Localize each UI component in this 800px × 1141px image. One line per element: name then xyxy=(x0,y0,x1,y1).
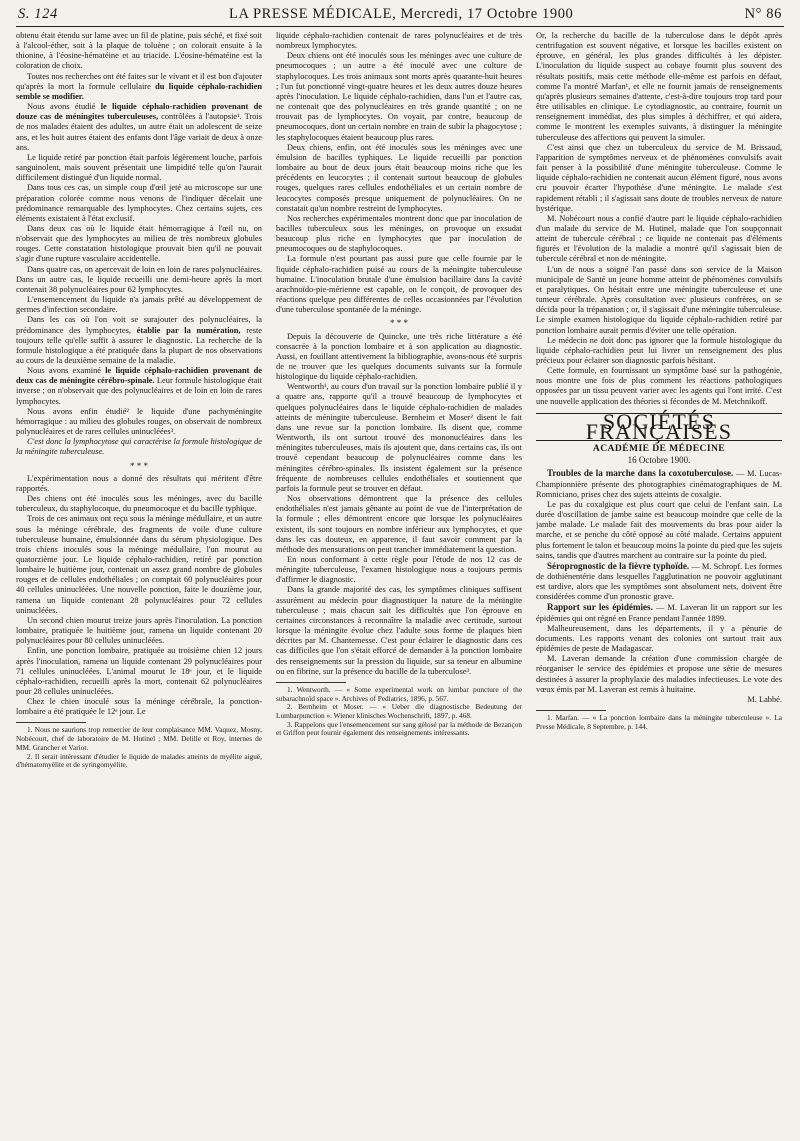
paragraph xyxy=(16,72,262,102)
paragraph: liquide céphalo-rachidien contenait de rares polynucléaires et de très nombreux lymphocytes. xyxy=(276,31,522,51)
paragraph: La formule n'est pourtant pas aussi pure que celle fournie par le liquide céphalo-rachidien puisé au cours de la méningite tuberculeuse humaine. L'inoculation brutale d'une émulsion bacillaire dans la cavité arachnoïdo-pie-mérienne est capable, on le conçoit, de provoquer des réactions quelque peu différentes de celles occasionnées par l'évolution d'une tuberculose spontanée de la méninge. xyxy=(276,254,522,315)
column-3 xyxy=(536,31,782,1139)
conclusion-paragraph: C'est donc la lymphocytose qui caractérise la formule histologique de la méningite tuberculeuse. xyxy=(16,437,262,457)
page-number: S. 124 xyxy=(18,6,58,22)
section-separator: * * * xyxy=(390,318,408,329)
footnote: 1. Nous ne saurions trop remercier de leur complaisance MM. Vaquez, Mosny, Nobécourt, chef de laboratoire de M. Hutinel ; MM. Delille et Roy, internes de MM. Grancher et Variot. xyxy=(16,725,262,752)
paragraph: L'expérimentation nous a donné des résultats qui méritent d'être rapportés. xyxy=(16,473,262,493)
paragraph: C'est ainsi que chez un tuberculeux du service de M. Brissaud, l'apparition de symptômes nerveux et de phénomènes convulsifs avait fait penser à la possibilité d'une méningite tuberculeuse. Comme le liquide céphalo-rachidien ne contenait aucun élément figuré, nous avons cru pouvoir écarter l'hypothèse d'une méningite. Le malade s'est rapidement rétabli ; il s'agissait sans doute de troubles nerveux de nature hystérique. xyxy=(536,142,782,213)
paragraph: Deux chiens, enfin, ont été inoculés sous les méninges avec une émulsion de bacilles typhiques. Le liquide recueilli par ponction lombaire au bout de deux jours était beaucoup moins riche que les précédents en leucocytes ; il contenait surtout beaucoup de globules rouges, quelques rares cellules endothéliales et un certain nombre de leucocytes composés presque uniquement de polynucléaires. On ne constatait qu'un nombre restreint de lymphocytes. xyxy=(276,142,522,213)
footnote-divider xyxy=(276,682,346,683)
running-header xyxy=(16,6,784,27)
society-heading: ACADÉMIE DE MÉDECINE xyxy=(592,443,726,455)
paragraph: Dans tous ces cas, un simple coup d'œil jeté au microscope sur une préparation colorée comme nous venons de l'indiquer décelait une prédominance remarquable des lymphocytes. Chez certains sujets, ces éléments existaient à l'état exclusif. xyxy=(16,183,262,223)
paragraph: Nos recherches expérimentales montrent donc que par inoculation de bacilles tuberculeux sous les méninges, on provoque un exsudat beaucoup plus riche en lymphocytes que par inoculation de pneumocoques ou de staphylocoques. xyxy=(276,213,522,254)
paragraph: L'ensemencement du liquide n'a jamais prêté au développement de germes d'infection secondaire. xyxy=(16,295,262,315)
paragraph: Enfin, une ponction lombaire, pratiquée au troisième chien 12 jours après l'inoculation, ramena un liquide contenant 29 polynucléaires pour 71 cellules uninucléées. L'animal mourut le 18ᵉ jour, et le liquide céphalo-rachidien, recueilli après la mort, contenait 62 polynucléaires pour 28 cellules uninucléées. xyxy=(16,646,262,696)
footnote: 2. Bernheim et Moser. — « Ueber die diagnostische Bedeutung der Lumbarpunction ». Wiener klinisches Wochenschrift, 1897, p. 468. xyxy=(276,702,522,720)
paragraph: Depuis la découverte de Quincke, une très riche littérature a été consacrée à la ponction lombaire et à son application au diagnostic. Aussi, en fouillant attentivement la bibliographie, avons-nous été surpris de ne trouver que les quelques documents suivants sur la formule histologique du liquide céphalo-rachidien. xyxy=(276,331,522,382)
section-separator: * * * xyxy=(130,460,148,471)
text: Leur formule histologique était inverse ; on n'observait que des polynucléaires et de loin en loin de rares lymphocytes. xyxy=(16,376,262,406)
bold-text: le liquide céphalo-rachidien provenant de deux cas de méningite cérébro-spinale. xyxy=(16,366,262,386)
session-date: 16 Octobre 1900. xyxy=(627,455,691,466)
columns xyxy=(16,31,784,1139)
text: Nous avons examiné xyxy=(27,366,106,376)
paragraph: Nos observations démontrent que la présence des cellules endothéliales n'est jamais gênante au point de vue de l'interprétation de la formule ; elles démontrent encore que lorsque les polynucléaires existent, ils sont toujours en nombre inférieur aux lymphocytes, et que dans les cas douteux, en apparence, il faut savoir comment par la méthode des mensurations on peut trancher immédiatement la question. xyxy=(276,494,522,554)
paragraph: Dans quatre cas, on apercevait de loin en loin de rares polynucléaires. Dans un autre cas, le liquide recueilli une demi-heure après la mort contenait 38 polynucléaires pour 62 lymphocytes. xyxy=(16,264,262,294)
footnote: 1. Marfan. — « La ponction lombaire dans la méningite tuberculeuse ». La Presse Médicale, 8 Septembre, p. 144. xyxy=(536,713,782,731)
paragraph: Dans deux cas où le liquide était hémorragique à l'œil nu, on n'observait que des lymphocytes au milieu de très nombreux globules rouges. Cette constatation histologique prouvait bien qu'il ne pouvait s'agir d'une rupture vasculaire accidentelle. xyxy=(16,223,262,264)
text: — M. Schropf. Les formes de dothiénentérie dans lesquelles l'agglutination ne pouvoir agglutinant est tardive, alors que les symptômes sont absolument nets, doivent être considérées comme d'un pronostic grave. xyxy=(536,561,782,602)
paragraph: obtenu était étendu sur lame avec un fil de platine, puis séché, et fixé soit à l'alcool-éther, soit à la plaque de toluène ; on colorait ensuite à la thionine, à l'éosine-hématéine et au triacide. L'éosine-hématéine est la coloration de choix. xyxy=(16,31,262,71)
text: — M. Laveran lit un rapport sur les épidémies qui ont régné en France pendant l'année 1899. xyxy=(536,603,782,623)
author-signature: M. Labbé. xyxy=(747,694,782,704)
paragraph: Nous avons enfin étudié² le liquide d'une pachyméningite hémorragique : au milieu des globules rouges, on observait de nombreux polynucléaires et de rares cellules uninucléées³. xyxy=(16,406,262,437)
text: Toutes nos recherches ont été faites sur le vivant et il est bon d'ajouter qu'après la mort la formule cellulaire xyxy=(16,71,262,91)
bold-text: établie par la numération, xyxy=(136,325,241,335)
footnote: 3. Rappelons que l'ensemencement sur sang gélosé par la méthode de Bezançon et Griffon peut fournir également des renseignements intéressants. xyxy=(276,719,522,738)
paragraph: Un second chien mourut treize jours après l'inoculation. La ponction lombaire, pratiquée le huitième jour, ramena un liquide contenant 20 polynucléaires pour 80 cellules uninucléées. xyxy=(16,615,262,646)
paragraph: M. Nobécourt nous a confié d'autre part le liquide céphalo-rachidien d'un malade du service de M. Hutinel, malade que l'on soupçonnait atteint de tubercule cérébral ; ce liquide ne contenait pas d'éléments figurés et l'évolution de la maladie a montré qu'il s'agissait bien de tubercule cérébral et non de méningite. xyxy=(536,213,782,264)
text: contrôlées à l'autopsie¹. Trois de nos malades étaient des adultes, un autre était un adolescent de seize ans, et les huit autres étaient des enfants dont l'âge variait de deux à onze ans. xyxy=(16,112,262,152)
paragraph: Wentworth¹, au cours d'un travail sur la ponction lombaire publié il y a quatre ans, rapporte qu'il a trouvé beaucoup de lymphocytes et quelques polynucléaires dans le liquide céphalo-rachidien de malades atteints de méningite tuberculeuse. Bernheim et Moser² disent le fait dans une revue sur la ponction lombaire. Ils disent que, comme Wentworth, ils ont surtout trouvé des mononucléaires dans les méningites tuberculeuses, mais ils ajoutent que, dans certains cas, ils ont trouvé cependant beaucoup de polynucléaires comme dans les méningites cérébro-spinales. Ils insistent également sur la présence fréquente de nombreuses cellules endothéliales et soutiennent que parfois la formule peut se trouver en défaut. xyxy=(276,382,522,493)
journal-title: LA PRESSE MÉDICALE, Mercredi, 17 Octobre 1900 xyxy=(229,6,574,22)
paragraph: Deux chiens ont été inoculés sous les méninges avec une culture de pneumocoques ; un autre a été inoculé avec une culture de staphylocoques. Les trois animaux sont morts après quarante-huit heures ; l'un fut ponctionné vingt-quatre heures et les deux autres douze heures après l'inoculation. Le liquide céphalo-rachidien, dans l'un et l'autre cas, ne contenait que des polynucléaires en très grande quantité ; on ne trouvait pas de lymphocytes. On voyait, par contre, beaucoup de pneumocoques, dont un certain nombre en train de subir la phagocytose ; les staphylocoques étaient beaucoup plus rares. xyxy=(276,51,522,142)
text: — M. Lucas-Championnière présente des photographies cinématographiques de M. Romniciano, prises chez des sujets atteints de coxalgie. xyxy=(536,469,782,499)
paragraph: Chez le chien inoculé sous la méninge cérébrale, la ponction-lombaire a été pratiquée le 12ᵉ jour. Le xyxy=(16,697,262,717)
paragraph: En nous conformant à cette règle pour l'étude de nos 12 cas de méningite tuberculeuse, l'examen histologique nous a toujours permis d'affirmer le diagnostic. xyxy=(276,554,522,585)
paragraph: M. Laveran demande la création d'une commission chargée de réorganiser le service des épidémies et propose une série de mesures destinées à assurer la prophylaxie des maladies infectieuses. Le vote des vœux émis par M. Laveran est remis à huitaine. xyxy=(536,654,782,694)
text: reste toujours telle qu'elle suffit à assurer le diagnostic. La recherche de la formule histologique a été pratiquée dans la plupart de nos observations au cours de la deuxième semaine de la maladie. xyxy=(16,325,262,365)
bold-text: du liquide céphalo-rachidien semble se modifier. xyxy=(16,81,262,101)
footnote: 1. Wentworth. — « Some experimental work on lumbar puncture of the subarachnoïd space ». Archives of Pediatrics, 1896, p. 567. xyxy=(276,684,522,703)
paragraph: Malheureusement, dans les départements, il y a pénurie de documents. Les rapports venant des colonies ont surtout trait aux épidémies de peste de Madagascar. xyxy=(536,623,782,654)
footnote-divider xyxy=(536,710,606,711)
paragraph: Le pas du coxalgique est plus court que celui de l'enfant sain. La durée d'oscillation de jambe saine est beaucoup moindre que celle de la jambe malade. Le malade fait des mouvements du bras pour aider la marche, et se penche du côté opposé au côté malade. Certains appuient plus fortement le talon et beaucoup moins la pointe du pied que les sujets sains, tandis que d'autres marchent au contraire sur la pointe du pied. xyxy=(536,499,782,560)
text: Nous avons étudié xyxy=(27,102,101,112)
report-title: Troubles de la marche dans la coxotuberculose. xyxy=(547,468,734,479)
paragraph xyxy=(16,102,262,153)
report-paragraph xyxy=(536,468,782,499)
paragraph: Des chiens ont été inoculés sous les méninges, avec du bacille tuberculeux, du staphylocoque, du pneumocoque et du bacille typhique. xyxy=(16,494,262,514)
section-banner: SOCIÉTÉS FRANÇAISES xyxy=(536,413,782,441)
paragraph xyxy=(16,315,262,366)
column-1 xyxy=(16,31,262,1139)
report-paragraph xyxy=(536,602,782,623)
paragraph: Le médecin ne doit donc pas ignorer que la formule histologique du liquide céphalo-rachidien peut lui livrer un renseignement des plus précieux pour éclairer son diagnostic parfois hésitant. xyxy=(536,335,782,365)
text: Dans les cas où l'on voit se surajouter des polynucléaires, la prédominance des lymphocytes, xyxy=(16,315,262,335)
paragraph: Cette formule, en fournissant un symptôme basé sur la pathogénie, nous montre une fois de plus comment les réactions pathologiques opposées par un tissu peuvent varier avec les agents qui l'ont irrité. C'est une nouvelle application des théories si fécondes de M. Metchnikoff. xyxy=(536,366,782,406)
paragraph xyxy=(16,366,262,407)
report-title: Séroprognostic de la fièvre typhoïde. xyxy=(547,560,690,571)
paragraph: Dans la grande majorité des cas, les symptômes cliniques suffisent assurément au médecin pour diagnostiquer la nature de la méningite tuberculeuse ; mais chacun sait les difficultés que l'on éprouve en certaines circonstances à reconnaître la maladie avec certitude, surtout lorsque la méningite évolue chez l'adulte sous forme de plaques bien décrites par M. Chantemesse. C'est pour éclairer le diagnostic dans ces cas difficiles que l'on s'était efforcé de demander à la ponction lombaire des renseignements sur la pression du liquide, sur sa teneur en albumine ou en fibrine, sur la présence du bacille de la tuberculose³. xyxy=(276,585,522,676)
column-2 xyxy=(276,31,522,1139)
report-paragraph xyxy=(536,561,782,603)
issue-number: N° 86 xyxy=(744,6,782,22)
bold-text: le liquide céphalo-rachidien provenant de douze cas de méningites tuberculeuses, xyxy=(16,102,262,122)
report-title: Rapport sur les épidémies. xyxy=(547,602,653,613)
paragraph: Or, la recherche du bacille de la tuberculose dans le dépôt après centrifugation est souvent négative, et lorsque les bacilles existent on éprouve, en général, les plus grandes difficultés à les dépister. L'inoculation du liquide suspect au cobaye fournit plus souvent des résultats positifs, mais cette méthode elle-même est parfois en défaut, comme l'a montré Marfan¹, et elle ne fournit jamais de renseignements qu'après plusieurs semaines d'attente, c'est-à-dire toujours trop tard pour être utilisables en clinique. Le cytodiagnostic, au contraire, fournit un renseignement immédiat, des plus simples à déchiffrer, et qui aidera, comme le montrent les exemples suivants, à distinguer la méningite tuberculeuse des affections qui peuvent la simuler. xyxy=(536,31,782,142)
paragraph: Le liquide retiré par ponction était parfois légèrement louche, parfois sanguinolent, mais souvent présentait une limpidité telle qu'on l'aurait difficilement distingué d'un liquide normal. xyxy=(16,152,262,183)
footnote-divider xyxy=(16,722,86,723)
paragraph: L'un de nous a soigné l'an passé dans son service de la Maison municipale de Santé un jeune homme atteint de phénomènes convulsifs et paralytiques. On hésitait entre une méningite tuberculeuse et une tumeur cérébrale. Après consultation avec plusieurs confrères, on se décida pour la trépanation ; or, il s'agissait d'une méningite tuberculeuse. Le simple examen histologique du liquide céphalo-rachidien retiré par ponction lombaire aurait permis d'éviter une telle opération. xyxy=(536,264,782,335)
paragraph: Trois de ces animaux ont reçu sous la méninge médullaire, et un autre sous la méninge cérébrale, des fragments de voile d'une culture tuberculeuse humaine, émulsionnée dans du sérum physiologique. Des trois chiens inoculés sous la méninge médullaire, l'un mourut au quatorzième jour. Le liquide céphalo-rachidien, retiré par ponction lombaire le huitième jour, contenait un assez grand nombre de globules rouges et de cellules endothéliales ; on comptait 60 polynucléaires pour 40 cellules uninucléées. Une nouvelle ponction, faite le douzième jour, ramena un liquide contenant 28 polynucléaires pour 72 cellules uninucléées. xyxy=(16,514,262,615)
footnote: 2. Il serait intéressant d'étudier le liquide de malades atteints de myélite aiguë, d'hématomyélite et de syringomyélite. xyxy=(16,751,262,770)
